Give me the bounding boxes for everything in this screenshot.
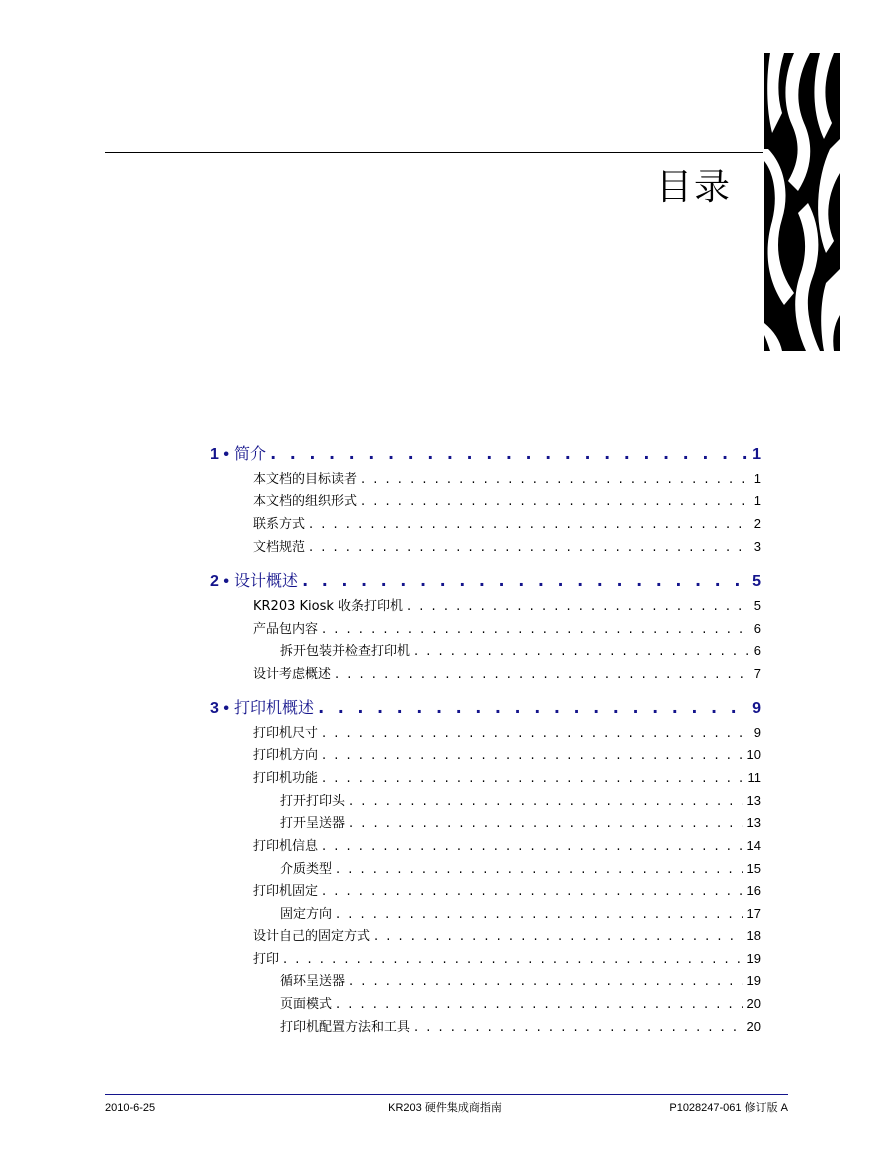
toc-page-number: 2	[753, 516, 761, 531]
toc-label: 打印机方向	[253, 748, 319, 763]
footer-date: 2010-6-25	[105, 1102, 156, 1114]
toc-leader-dots	[309, 515, 750, 535]
toc-page-number: 13	[746, 815, 761, 830]
toc-label: 本文档的目标读者	[253, 472, 358, 487]
toc-subentry[interactable]	[280, 813, 761, 833]
toc-page-number: 11	[747, 770, 761, 785]
toc-label: 打开打印头	[280, 794, 346, 809]
toc-subentry[interactable]	[280, 994, 761, 1014]
toc-page-number: 5	[753, 598, 761, 613]
toc-page-number: 1	[752, 446, 761, 463]
toc-label: 打印机固定	[253, 884, 319, 899]
toc-entry[interactable]	[253, 514, 761, 534]
toc-label: 介质类型	[280, 862, 333, 877]
toc-leader-dots	[336, 995, 743, 1015]
toc-label: 打印机尺寸	[253, 726, 319, 741]
toc-label: 循环呈送器	[280, 974, 346, 989]
toc-leader-dots	[322, 837, 743, 857]
toc-label: 本文档的组织形式	[253, 494, 358, 509]
toc-leader-dots	[349, 814, 743, 834]
toc-leader-dots	[414, 1018, 743, 1038]
toc-page-number: 7	[753, 666, 761, 681]
toc-entry[interactable]	[253, 537, 761, 557]
toc-entry[interactable]	[253, 881, 761, 901]
toc-subentry[interactable]	[280, 859, 761, 879]
toc-subentry[interactable]	[280, 641, 761, 661]
toc-chapter-number: 2 •	[210, 573, 229, 590]
toc-page-number: 20	[746, 996, 761, 1011]
toc-chapter-2[interactable]	[210, 570, 761, 592]
toc-page-number: 20	[746, 1019, 761, 1034]
toc-entry[interactable]	[253, 836, 761, 856]
toc-entry[interactable]	[253, 768, 761, 788]
toc-leader-dots	[361, 492, 750, 512]
toc-page-number: 6	[753, 621, 761, 636]
toc-subentry[interactable]	[280, 791, 761, 811]
toc-page-number: 3	[753, 539, 761, 554]
toc-entry[interactable]	[253, 469, 761, 489]
toc-entry[interactable]	[253, 491, 761, 511]
toc-label: 打开呈送器	[280, 816, 346, 831]
toc-page-number: 18	[746, 928, 761, 943]
toc-label: 简介	[234, 444, 267, 463]
toc-page-number: 1	[753, 471, 761, 486]
toc-label: 设计概述	[234, 571, 299, 590]
toc-leader-dots	[322, 620, 750, 640]
toc-page-number: 16	[746, 883, 761, 898]
toc-label: 设计考虑概述	[253, 667, 332, 682]
toc-leader-dots	[336, 860, 743, 880]
toc-page-number: 1	[753, 493, 761, 508]
toc-label: 打印机配置方法和工具	[280, 1020, 411, 1035]
toc-page-number: 14	[746, 838, 761, 853]
toc-entry[interactable]	[253, 926, 761, 946]
toc-entry[interactable]	[253, 949, 761, 969]
toc-label: 设计自己的固定方式	[253, 929, 371, 944]
toc-label: 固定方向	[280, 907, 333, 922]
toc-label: 打印机功能	[253, 771, 319, 786]
toc-entry[interactable]	[253, 664, 761, 684]
toc-label: 打印	[253, 952, 280, 967]
toc-chapter-3[interactable]	[210, 697, 761, 719]
toc-leader-dots	[283, 950, 743, 970]
toc-label: 文档规范	[253, 540, 306, 555]
toc-leader-dots	[322, 746, 743, 766]
toc-leader-dots	[318, 697, 748, 719]
toc-page-number: 9	[753, 725, 761, 740]
footer-doc-id: P1028247-061 修订版 A	[669, 1102, 788, 1114]
toc-chapter-number: 3 •	[210, 700, 229, 717]
toc-subentry[interactable]	[280, 904, 761, 924]
toc-entry[interactable]	[253, 596, 761, 616]
toc-entry[interactable]	[253, 619, 761, 639]
toc-leader-dots	[349, 972, 743, 992]
toc-label: 页面模式	[280, 997, 333, 1012]
toc-leader-dots	[335, 665, 750, 685]
toc-leader-dots	[361, 470, 750, 490]
toc-page-number: 13	[746, 793, 761, 808]
toc-page-number: 15	[746, 861, 761, 876]
toc-leader-dots	[302, 570, 748, 592]
toc-leader-dots	[336, 905, 743, 925]
footer-rule	[105, 1094, 788, 1095]
toc-chapter-1[interactable]	[210, 443, 761, 465]
toc-page-number: 5	[752, 573, 761, 590]
toc-leader-dots	[374, 927, 743, 947]
toc-label: 联系方式	[253, 517, 306, 532]
toc-leader-dots	[414, 642, 750, 662]
toc-label: KR203 Kiosk 收条打印机	[253, 599, 404, 614]
toc-label: 产品包内容	[253, 622, 319, 637]
toc-leader-dots	[322, 769, 743, 789]
page-title: 目录	[655, 167, 732, 208]
toc-leader-dots	[322, 882, 743, 902]
toc-page-number: 6	[753, 643, 761, 658]
toc-label: 拆开包装并检查打印机	[280, 644, 411, 659]
toc-leader-dots	[322, 724, 750, 744]
toc-page-number: 10	[746, 747, 761, 762]
toc-leader-dots	[349, 792, 743, 812]
toc-leader-dots	[270, 443, 748, 465]
footer-doc-title: KR203 硬件集成商指南	[388, 1102, 502, 1114]
toc-leader-dots	[309, 538, 750, 558]
toc-page-number: 19	[746, 973, 761, 988]
toc-page-number: 17	[746, 906, 761, 921]
toc-subentry[interactable]	[280, 971, 761, 991]
toc-page-number: 19	[746, 951, 761, 966]
toc-leader-dots	[407, 597, 750, 617]
toc-entry[interactable]	[253, 723, 761, 743]
toc-chapter-number: 1 •	[210, 446, 229, 463]
toc-label: 打印机信息	[253, 839, 319, 854]
toc-label: 打印机概述	[234, 698, 315, 717]
toc-page-number: 9	[752, 700, 761, 717]
toc-entry[interactable]	[253, 745, 761, 765]
toc-subentry[interactable]	[280, 1017, 761, 1037]
